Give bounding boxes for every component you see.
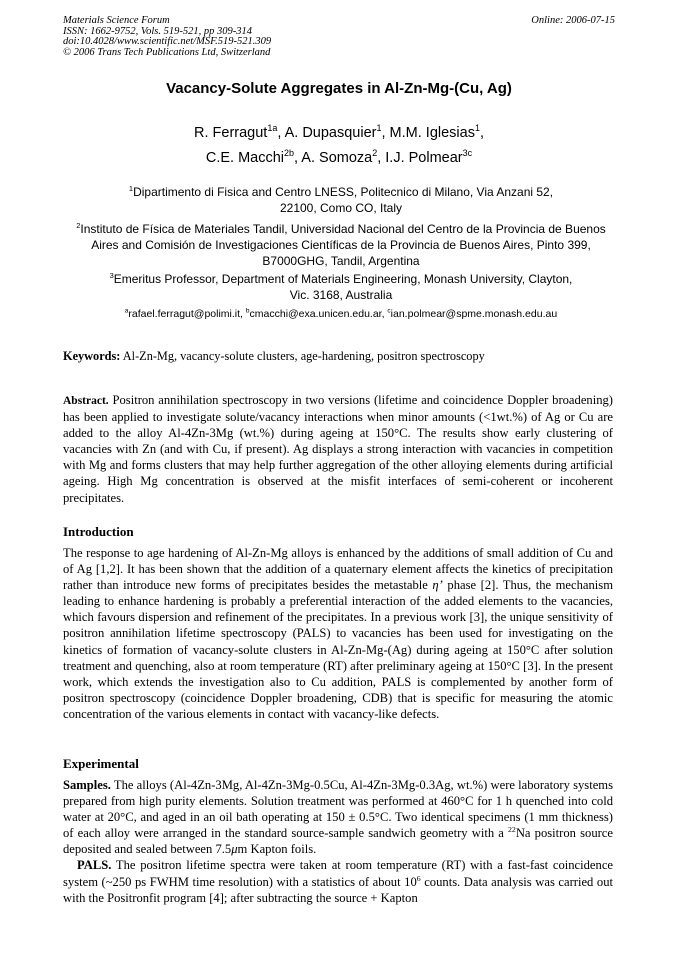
affiliation-text: Emeritus Professor, Department of Materials Engineering, Monash University, Clayton, — [113, 272, 573, 286]
keywords — [63, 349, 485, 364]
online-date: Online: 2006-07-15 — [531, 15, 615, 26]
email-line — [63, 306, 619, 322]
eta-prime-symbol: η’ — [432, 578, 443, 593]
body-text: Na positron source deposited and sealed between 7.5 — [63, 826, 613, 857]
author-affil-mark: 1 — [474, 123, 480, 134]
keywords-label: Keywords: — [63, 349, 121, 363]
affiliation-number: 2 — [76, 221, 81, 230]
abstract-label: Abstract. — [63, 395, 109, 407]
journal-name: Materials Science Forum — [63, 15, 170, 26]
body-text: phase [2]. Thus, the mechanism leading to enhance hardening is probably a preferential interaction of the added elements to the vacancies, which favours dispersion and refinement of the precipitates. In a previous work [3], the unique sensitivity of positron annihilation lifetime spectroscopy (PALS) to vacancies has been used for investigating on the kinetics of formation of vacancy-solute clusters in Al-Zn-Mg-(Ag) during ageing at 150°C after solution treatment and quenching, also at room temperature (RT) after preliminary ageing at 150°C [3]. In the present work, which extends the investigation also to Cu addition, PALS is complemented by another form of positron spectroscopy (coincidence Doppler broadening, CDB) that is specific for measuring the atomic concentration of the various elements in contact with vacancy-like defects. — [63, 578, 613, 721]
affiliation-text: Dipartimento di Fisica and Centro LNESS, Politecnico di Milano, Via Anzani 52, — [133, 185, 554, 199]
body-text: m Kapton foils. — [237, 842, 317, 857]
author-affil-mark: 1 — [376, 123, 382, 134]
author-separator: , — [479, 125, 484, 141]
copyright-line: © 2006 Trans Tech Publications Ltd, Switzerland — [63, 46, 271, 58]
section-heading-experimental: Experimental — [63, 756, 139, 771]
body-text: counts. Data analysis was carried out with the Positronfit program [4]; after subtracting the source + Kapton — [63, 874, 613, 905]
samples-label: Samples. — [63, 778, 111, 792]
author-affil-mark: 2b — [284, 148, 295, 159]
email-mark: c — [387, 307, 391, 315]
body-text: The response to age hardening of Al-Zn-Mg alloys is enhanced by the additions of small addition of Cu and of Ag [1,2]. It has been shown that the addition of a quaternary element affects the kinetics of precipitation rather than introduce new forms of precipitates besides the metastable — [63, 546, 613, 593]
author-name: , A. Somoza — [294, 150, 373, 166]
journal-header — [63, 16, 271, 58]
affiliation-text: B7000GHG, Tandil, Argentina — [262, 254, 420, 268]
author-name: R. Ferragut — [194, 125, 268, 141]
author-affil-mark: 3c — [462, 148, 473, 159]
affiliation-1 — [63, 184, 619, 216]
email-address: ian.polmear@spme.monash.edu.au — [390, 308, 558, 320]
pals-label: PALS. — [77, 858, 112, 873]
experimental-body — [63, 777, 613, 906]
pals-paragraph — [63, 857, 613, 905]
affiliation-2 — [63, 221, 619, 269]
author-affil-mark: 1a — [267, 123, 278, 134]
affiliation-number: 1 — [128, 184, 134, 193]
issn-line: ISSN: 1662-9752, Vols. 519-521, pp 309-314 — [63, 25, 252, 37]
affiliation-text: 22100, Como CO, Italy — [279, 201, 403, 215]
abstract-text: Positron annihilation spectroscopy in two versions (lifetime and coincidence Doppler broadening) has been applied to investigate solute/vacancy interactions when minor amounts (<1wt.%) of Ag or Cu are added to the alloy Al-4Zn-3Mg (wt.%) during ageing at 150°C. The results show early clustering of vacancies with Zn (and with Cu, if present). Ag displays a strong interaction with vacancies in competition with Mg and forms clusters that may help further aggregation of the other alloying elements during artificial ageing. High Mg concentration is observed at the misfit interfaces of semi-coherent or incoherent precipitates. — [63, 393, 613, 505]
body-text: The positron lifetime spectra were taken at room temperature (RT) with a fast-fast coincidence system (~250 ps FWHM time resolution) with a statistics of about 10 — [63, 858, 613, 889]
author-name: , M.M. Iglesias — [381, 125, 475, 141]
affiliation-3 — [63, 271, 619, 303]
samples-paragraph — [63, 777, 613, 857]
exponent: 6 — [416, 873, 421, 883]
paper-title: Vacancy-Solute Aggregates in Al-Zn-Mg-(Cu, Ag) — [166, 80, 512, 97]
author-list — [0, 121, 678, 171]
body-text: The alloys (Al-4Zn-3Mg, Al-4Zn-3Mg-0.5Cu, Al-4Zn-3Mg-0.3Ag, wt.%) were laboratory systems prepared from high purity elements. Solution treatment was performed at 460°C for 1 h quenched into cold water at 20°C, and aged in an oil bath operating at 150 ± 0.5°C. Two identical specimens (1 mm thickness) of each alloy were arranged in the standard source-sample sandwich geometry with a — [63, 778, 613, 841]
affiliation-text: Vic. 3168, Australia — [289, 288, 393, 302]
introduction-paragraph — [63, 545, 613, 722]
keywords-text: Al-Zn-Mg, vacancy-solute clusters, age-hardening, positron spectroscopy — [120, 349, 485, 363]
affiliation-text: Aires and Comisión de Investigaciones Científicas de la Provincia de Buenos Aires, Pinto 399, — [91, 238, 591, 252]
email-mark: a — [124, 307, 129, 315]
affiliation-number: 3 — [109, 271, 114, 280]
micro-symbol: μ — [231, 842, 238, 857]
doi-line: doi:10.4028/www.scientific.net/MSF.519-521.309 — [63, 36, 272, 48]
email-address: cmacchi@exa.unicen.edu.ar, — [249, 308, 388, 320]
author-name: C.E. Macchi — [205, 150, 285, 166]
abstract — [63, 392, 613, 506]
author-line-1 — [0, 121, 678, 146]
email-mark: b — [245, 307, 250, 315]
author-name: , A. Dupasquier — [277, 125, 377, 141]
isotope-mass-number: 22 — [508, 825, 516, 835]
author-line-2 — [0, 146, 678, 171]
section-heading-introduction: Introduction — [63, 524, 134, 539]
affiliation-text: Instituto de Física de Materiales Tandil, Universidad Nacional del Centro de la Provincia de Buenos — [80, 222, 606, 236]
email-address: rafael.ferragut@polimi.it, — [128, 308, 246, 320]
author-name: , I.J. Polmear — [377, 150, 463, 166]
author-affil-mark: 2 — [372, 148, 378, 159]
